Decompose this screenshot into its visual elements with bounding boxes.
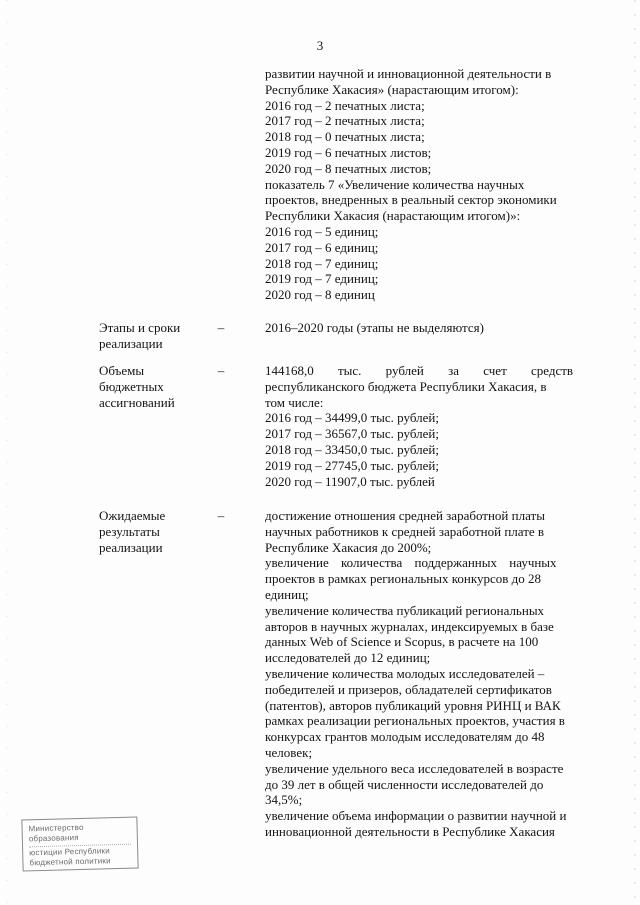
intro-line: проектов, внедренных в реальный сектор экономики xyxy=(265,192,557,208)
budget-line: 2018 год – 33450,0 тыс. рублей; xyxy=(265,441,439,457)
budget-dash: – xyxy=(217,363,225,378)
results-line: конкурсах грантов молодым исследователям до 48 xyxy=(265,729,545,745)
results-line: до 39 лет в общей численности исследователей до xyxy=(265,776,544,792)
stages-value: 2016–2020 годы (этапы не выделяются) xyxy=(265,320,484,335)
results-label: Ожидаемые результаты реализации xyxy=(99,508,166,555)
intro-line: 2018 год – 7 единиц; xyxy=(265,255,379,271)
budget-line: том числе: xyxy=(265,394,324,410)
results-line: 34,5%; xyxy=(265,792,303,808)
results-dash: – xyxy=(217,508,225,523)
intro-line: 2016 год – 2 печатных листа; xyxy=(265,97,425,113)
results-line: увеличение количества молодых исследователей – xyxy=(265,665,545,681)
intro-line: 2020 год – 8 печатных листов; xyxy=(265,160,432,176)
results-line: увеличение объема информации о развитии научной и xyxy=(265,808,567,824)
results-line: Республике Хакасия до 200%; xyxy=(265,539,432,555)
budget-line: 2016 год – 34499,0 тыс. рублей; xyxy=(265,410,439,426)
results-line: (патентов), авторов публикаций уровня РИНЦ и ВАК xyxy=(265,697,561,713)
intro-line: показатель 7 «Увеличение количества научных xyxy=(265,176,525,192)
intro-line: 2019 год – 7 единиц; xyxy=(265,271,379,287)
budget-line: 2019 год – 27745,0 тыс. рублей; xyxy=(265,457,439,473)
intro-line: 2018 год – 0 печатных листа; xyxy=(265,129,425,145)
budget-line: республиканского бюджета Республики Хакасия, в xyxy=(265,378,547,394)
scan-edge-marks-left xyxy=(6,0,8,905)
scan-edge-marks xyxy=(634,0,636,905)
intro-line: развитии научной и инновационной деятельности в xyxy=(265,66,552,81)
results-line: увеличение количества поддержанных научных xyxy=(265,555,557,571)
results-line: рамках реализации региональных проектов, участия в xyxy=(265,713,565,729)
results-line: научных работников к средней заработной плате в xyxy=(265,523,545,539)
results-line: увеличение удельного веса исследователей в возрасте xyxy=(265,760,564,776)
results-line: авторов в научных журналах, индексируемых в базе xyxy=(265,618,554,634)
intro-line: 2020 год – 8 единиц xyxy=(265,287,375,303)
budget-line: 2017 год – 36567,0 тыс. рублей; xyxy=(265,426,439,442)
budget-label: Объемы бюджетных ассигнований xyxy=(99,363,175,410)
intro-line: 2017 год – 2 печатных листа; xyxy=(265,113,425,129)
intro-line: Республике Хакасия» (нарастающим итогом): xyxy=(265,81,519,97)
intro-line: 2016 год – 5 единиц; xyxy=(265,223,379,239)
stages-label: Этапы и сроки реализации xyxy=(99,320,181,351)
results-line: единиц; xyxy=(265,586,309,602)
results-line: проектов в рамках региональных конкурсов до 28 xyxy=(265,571,541,587)
results-line: исследователей до 12 единиц; xyxy=(265,650,431,666)
indicator-continuation xyxy=(265,66,591,303)
budget-line: 2020 год – 11907,0 тыс. рублей xyxy=(265,473,435,489)
intro-line: 2019 год – 6 печатных листов; xyxy=(265,144,432,160)
page-number: 3 xyxy=(316,38,324,53)
results-line: данных Web of Science и Scopus, в расчете на 100 xyxy=(265,634,539,650)
registration-stamp: Министерство образования юстиции Республики бюджетной политики xyxy=(21,816,138,871)
intro-line: Республики Хакасия (нарастающим итогом)»: xyxy=(265,208,521,224)
budget-value xyxy=(265,363,591,489)
results-line: достижение отношения средней заработной платы xyxy=(265,508,545,523)
intro-line: 2017 год – 6 единиц; xyxy=(265,239,379,255)
results-line: победителей и призеров, обладателей сертификатов xyxy=(265,681,552,697)
results-line: человек; xyxy=(265,744,313,760)
budget-line: 144168,0 тыс. рублей за счет средств xyxy=(265,363,574,378)
stages-dash: – xyxy=(217,320,225,335)
results-line: инновационной деятельности в Республике Хакасия xyxy=(265,823,555,839)
results-value xyxy=(265,508,591,840)
results-line: увеличение количества публикаций региональных xyxy=(265,602,545,618)
